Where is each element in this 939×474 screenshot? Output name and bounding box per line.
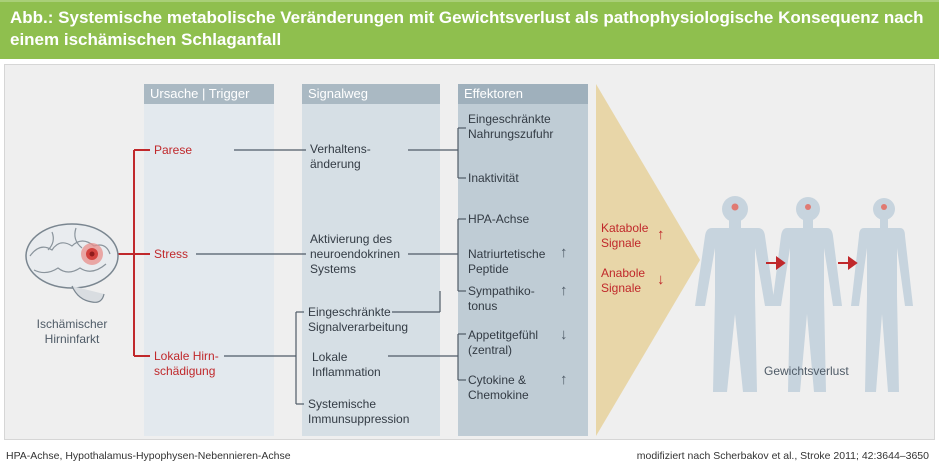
- signal-verhaltensaenderung: [310, 142, 371, 172]
- footer-source: modifiziert nach Scherbakov et al., Stroke 2011; 42:3644–3650: [636, 450, 929, 462]
- ursache-header: Ursache | Trigger: [144, 84, 274, 104]
- trigger-lokale-hirnschaedigung: [154, 349, 219, 379]
- nahrung-line2: Nahrungszufuhr: [468, 127, 554, 141]
- natriuretisch-line1: Natriurtetische: [468, 247, 546, 261]
- caption-text: Systemische metabolische Veränderungen mit Gewichtsverlust als pathophysiologische Konsequenz nach einem ischämischen Schlaganfall: [10, 8, 924, 49]
- trigger-parese: Parese: [154, 143, 193, 157]
- signal-aktivierung: [310, 232, 400, 277]
- trigger-lokal-line1: Lokale Hirn-: [154, 349, 219, 363]
- cytokine-up-arrow-icon: ↑: [560, 371, 568, 388]
- brain-label-line2: Hirninfarkt: [44, 332, 100, 346]
- katabole-signale: [601, 221, 648, 251]
- outcome-gewichtsverlust: Gewichtsverlust: [764, 364, 849, 378]
- verhalten-line2: änderung: [310, 157, 361, 171]
- signal-eingeschraenkte-signalverarbeitung: [308, 305, 408, 335]
- sympathiko-up-arrow-icon: ↑: [560, 282, 568, 299]
- trigger-lokal-line2: schädigung: [154, 364, 216, 378]
- aktivierung-line3: Systems: [310, 262, 357, 276]
- katabol-line2: Signale: [601, 236, 642, 250]
- figure-2: [772, 197, 842, 392]
- effector-hpa-achse: HPA-Achse: [468, 212, 530, 226]
- caption-prefix: Abb.:: [10, 8, 54, 27]
- figure-3: [851, 198, 913, 392]
- human-figures: [695, 196, 913, 392]
- effector-appetitgefuehl: [468, 328, 538, 358]
- sympathiko-line1: Sympathiko-: [468, 284, 535, 298]
- eingeschraenkt-line1: Eingeschränkte: [308, 305, 391, 319]
- effector-sympathikotonus: [468, 284, 535, 314]
- figure-1: [695, 196, 775, 392]
- brain-illustration: [26, 224, 118, 302]
- aktivierung-line1: Aktivierung des: [310, 232, 393, 246]
- effektoren-header: Effektoren: [458, 84, 588, 104]
- natriuretisch-up-arrow-icon: ↑: [560, 244, 568, 261]
- anabol-line1: Anabole: [601, 266, 646, 280]
- signal-lokale-inflammation: [312, 350, 381, 380]
- sympathiko-line2: tonus: [468, 299, 498, 313]
- effector-natriuretische-peptide: [468, 247, 545, 277]
- brain-label: [20, 317, 124, 347]
- effector-cytokine: [468, 373, 529, 403]
- katabol-up-arrow-icon: ↑: [657, 226, 665, 243]
- signal-funnel: [596, 84, 700, 436]
- signal-systemische-immunsuppression: [308, 397, 409, 427]
- anabole-signale: [601, 266, 645, 296]
- appetit-down-arrow-icon: ↓: [560, 326, 568, 343]
- inflammation-line1: Lokale: [312, 350, 348, 364]
- inflammation-line2: Inflammation: [312, 365, 381, 379]
- footer-abbreviation: HPA-Achse, Hypothalamus-Hypophysen-Nebennieren-Achse: [6, 450, 291, 462]
- effector-inaktivitaet: Inaktivität: [468, 171, 519, 185]
- signalweg-header: Signalweg: [302, 84, 440, 104]
- katabol-line1: Katabole: [601, 221, 649, 235]
- anabol-line2: Signale: [601, 281, 642, 295]
- eingeschraenkt-line2: Signalverarbeitung: [308, 320, 409, 334]
- cytokine-line1: Cytokine &: [468, 373, 527, 387]
- cytokine-line2: Chemokine: [468, 388, 529, 402]
- anabol-down-arrow-icon: ↓: [657, 271, 665, 288]
- trigger-stress: Stress: [154, 247, 189, 261]
- verhalten-line1: Verhaltens-: [310, 142, 371, 156]
- natriuretisch-line2: Peptide: [468, 262, 509, 276]
- immun-line2: Immunsuppression: [308, 412, 410, 426]
- brain-label-line1: Ischämischer: [36, 317, 108, 331]
- aktivierung-line2: neuroendokrinen: [310, 247, 401, 261]
- immun-line1: Systemische: [308, 397, 377, 411]
- appetit-line2: (zentral): [468, 343, 513, 357]
- appetit-line1: Appetitgefühl: [468, 328, 539, 342]
- effector-nahrungszufuhr: [468, 112, 553, 142]
- nahrung-line1: Eingeschränkte: [468, 112, 551, 126]
